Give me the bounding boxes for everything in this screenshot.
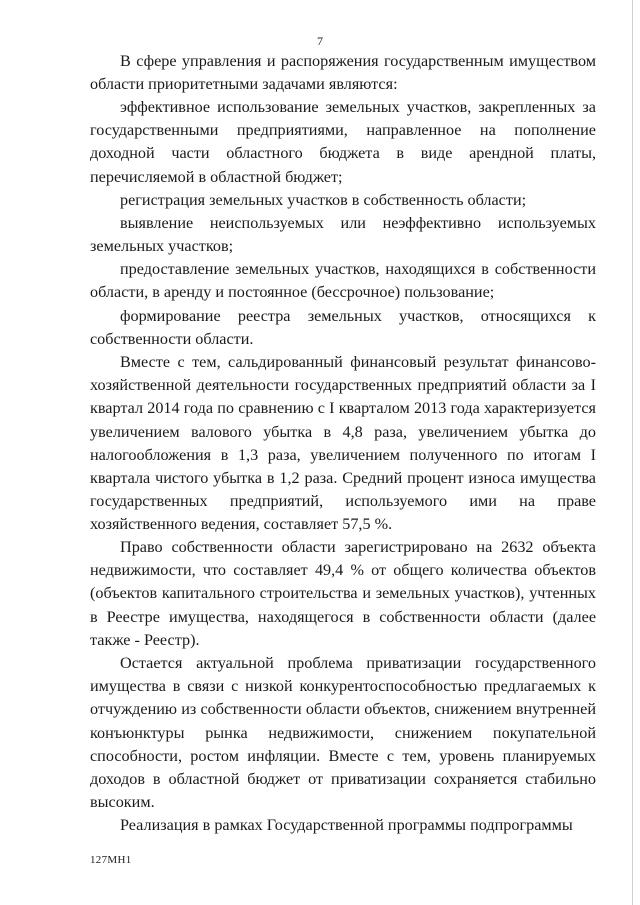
paragraph-implementation: Реализация в рамках Государственной программы подпрограммы [120,816,573,834]
paragraph-registry: формирование реестра земельных участков, относящихся к собственности области. [90,307,596,349]
page-number: 7 [317,34,323,48]
paragraph-land-use: эффективное использование земельных участков, закрепленных за государственными предприятиями, направленное на пополнение доходной части областного бюджета в виде арендной платы, перечисляемой в областной бюджет; [90,98,596,186]
paragraph-financial-result: Вместе с тем, сальдированный финансовый результат финансово-хозяйственной деятельности государственных предприятий области за I квартал 2014 года по сравнению с I кварталом 2013 года характеризуется увеличением валового убытка в 4,8 раза, увеличением убытка до налогообложения в 1,3 раза, увеличением полученного по итогам I квартала чистого убытка в 1,2 раза. Средний процент износа имущества государственных предприятий, используемого ими на праве хозяйственного ведения, составляет 57,5 %. [90,353,596,534]
paragraph-ownership: Право собственности области зарегистрировано на 2632 объекта недвижимости, что составляет 49,4 % от общего количества объектов (объектов капитального строительства и земельных участков), учтенных в Реестре имущества, находящегося в собственности области (далее также - Реестр). [90,538,596,649]
paragraph-registration: регистрация земельных участков в собственность области; [120,191,527,209]
document-code: 127МН1 [90,854,132,866]
scan-edge-line [632,0,633,905]
paragraph-intro: В сфере управления и распоряжения государственным имуществом области приоритетными задачами являются: [90,52,596,94]
paragraph-provision: предоставление земельных участков, находящихся в собственности области, в аренду и постоянное (бессрочное) пользование; [90,260,596,302]
paragraph-identification: выявление неиспользуемых или неэффективно используемых земельных участков; [90,214,596,256]
paragraph-privatization: Остается актуальной проблема приватизации государственного имущества в связи с низкой конкурентоспособностью предлагаемых к отчуждению из собственности области объектов, снижением внутренней конъюнктуры рынка недвижимости, снижением покупательной способности, ростом инфляции. Вместе с тем, уровень планируемых доходов в областной бюджет от приватизации сохраняется стабильно высоким. [90,654,596,812]
